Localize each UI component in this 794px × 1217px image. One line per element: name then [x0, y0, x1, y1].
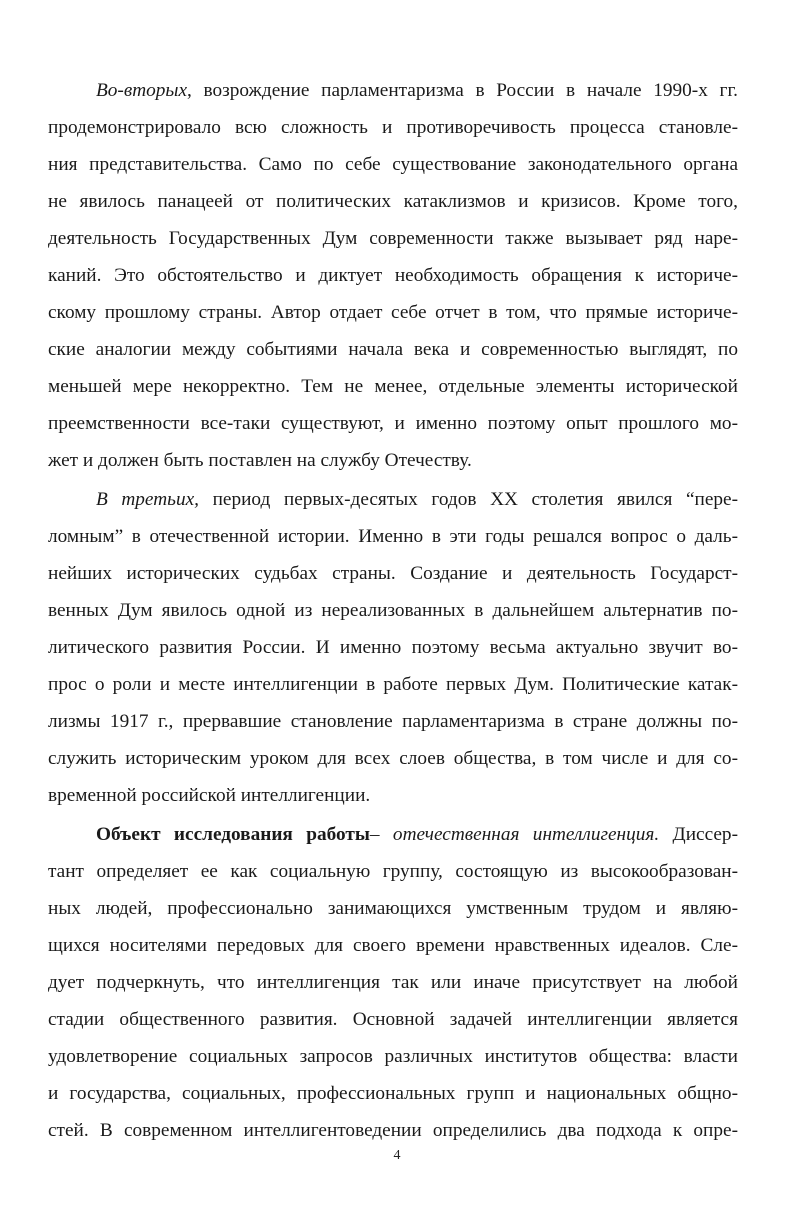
paragraph-line: стей. В современном интеллигентоведении определились два подхода к опре-: [48, 1120, 738, 1141]
paragraph-line: жет и должен быть поставлен на службу Отечеству.: [48, 450, 472, 471]
paragraph-line: нейших исторических судьбах страны. Создание и деятельность Государст-: [48, 563, 738, 584]
bold-lead: Объект исследования работы: [96, 824, 370, 845]
paragraph-line: тант определяет ее как социальную группу, состоящую из высокообразован-: [48, 861, 738, 882]
paragraph-line: служить историческим уроком для всех слоев общества, в том числе и для со-: [48, 748, 738, 769]
paragraph-line: меньшей мере некорректно. Тем не менее, отдельные элементы исторической: [48, 376, 738, 397]
paragraph-line: временной российской интеллигенции.: [48, 785, 371, 806]
paragraph-line: ния представительства. Само по себе существование законодательного органа: [48, 154, 738, 175]
paragraph-line: стадии общественного развития. Основной задачей интеллигенции является: [48, 1009, 738, 1030]
paragraph-line: ломным” в отечественной истории. Именно в эти годы решался вопрос о даль-: [48, 526, 738, 547]
paragraph-1: [48, 72, 738, 479]
paragraph-line: удовлетворение социальных запросов различных институтов общества: власти: [48, 1046, 738, 1067]
paragraph-line: венных Дум явилось одной из нереализованных в дальнейшем альтернатив по-: [48, 600, 738, 621]
paragraph-line: дует подчеркнуть, что интеллигенция так или иначе присутствует на любой: [48, 972, 738, 993]
paragraph-line: щихся носителями передовых для своего времени нравственных идеалов. Сле-: [48, 935, 738, 956]
paragraph-line: В третьих, период первых-десятых годов XX столетия явился “пере-: [96, 489, 739, 510]
paragraph-line: ных людей, профессионально занимающихся умственным трудом и являю-: [48, 898, 738, 919]
paragraph-line: продемонстрировало всю сложность и противоречивость процесса становле-: [48, 117, 738, 138]
italic-lead: Во-вторых: [96, 80, 188, 101]
paragraph-line: лизмы 1917 г., прервавшие становление парламентаризма в стране должны по-: [48, 711, 738, 732]
paragraph-line: не явилось панацеей от политических катаклизмов и кризисов. Кроме того,: [48, 191, 738, 212]
paragraph-line: Объект исследования работы– отечественная интеллигенция. Диссер-: [96, 824, 738, 845]
page-number: 4: [393, 1148, 401, 1163]
paragraph-line: прос о роли и месте интеллигенции в работе первых Дум. Политические катак-: [48, 674, 738, 695]
italic-lead: В третьих,: [96, 489, 199, 510]
paragraph-line: ские аналогии между событиями начала века и современностью выглядят, по: [48, 339, 738, 360]
paragraph-2: [48, 481, 738, 814]
italic-lead: отечественная интеллигенция.: [392, 824, 660, 845]
paragraph-line: литического развития России. И именно поэтому весьма актуально звучит во-: [48, 637, 738, 658]
paragraph-line: и государства, социальных, профессиональных групп и национальных общно-: [48, 1083, 738, 1104]
document-page: [48, 72, 738, 1149]
paragraph-line: Во-вторых, возрождение парламентаризма в России в начале 1990-х гг.: [96, 80, 738, 101]
paragraph-line: скому прошлому страны. Автор отдает себе отчет в том, что прямые историче-: [48, 302, 738, 323]
paragraph-line: деятельность Государственных Дум современности также вызывает ряд наре-: [48, 228, 738, 249]
paragraph-line: преемственности все-таки существуют, и именно поэтому опыт прошлого мо-: [48, 413, 738, 434]
paragraph-3: [48, 816, 738, 1149]
paragraph-line: каний. Это обстоятельство и диктует необходимость обращения к историче-: [48, 265, 738, 286]
